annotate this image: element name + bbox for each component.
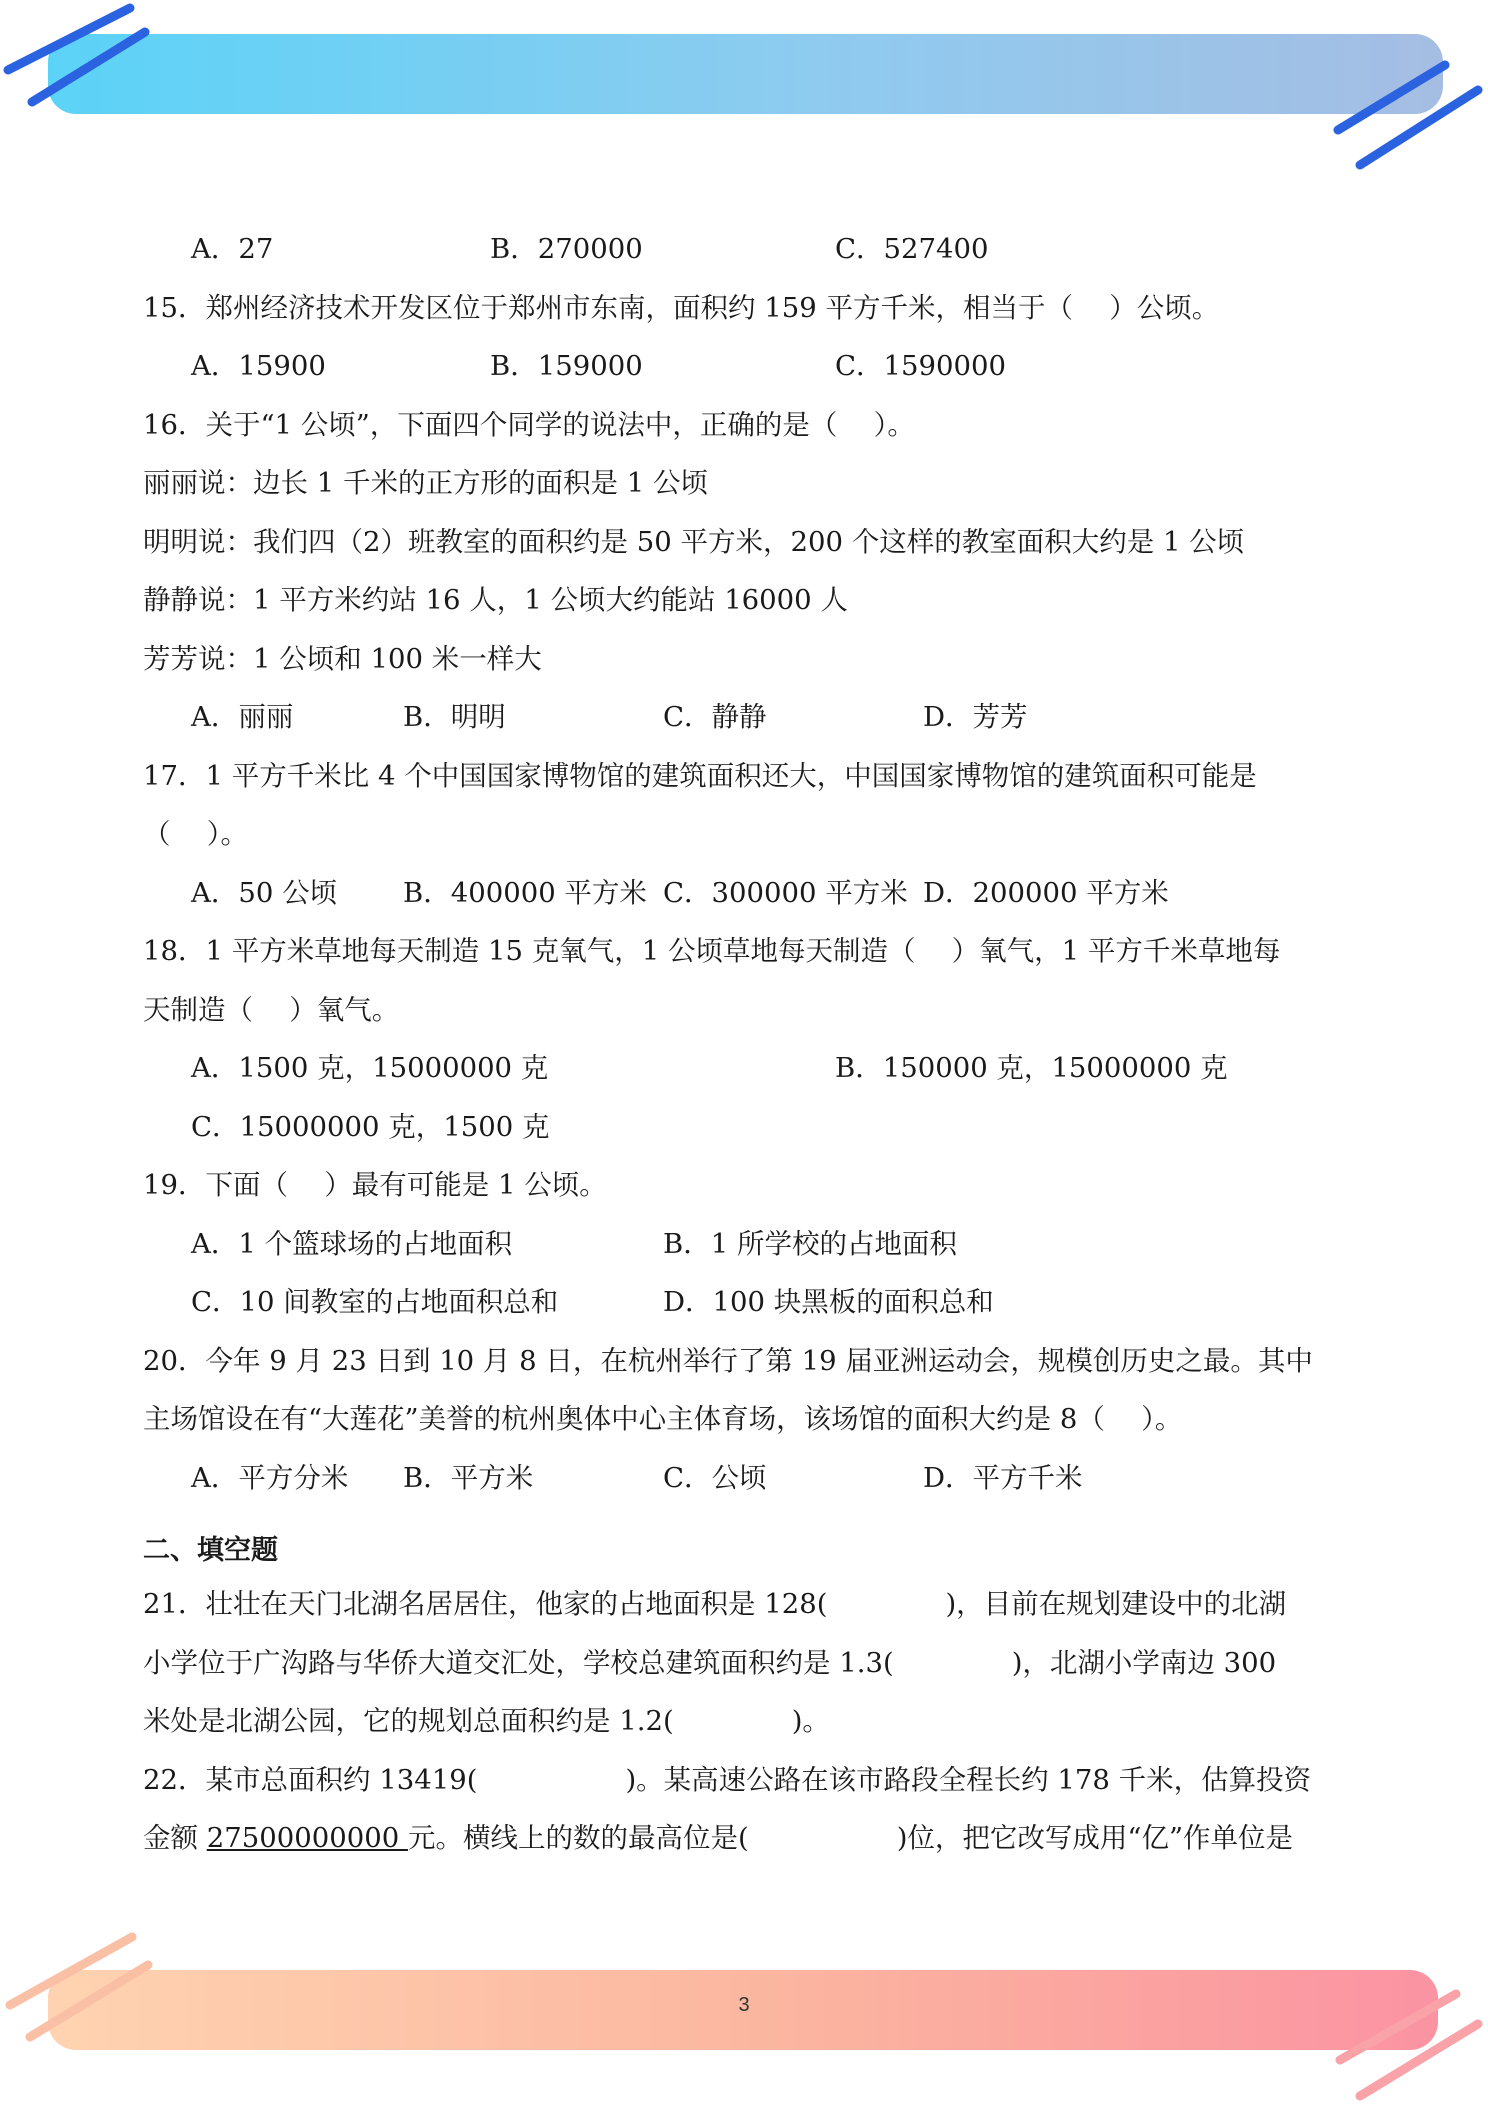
q21-text: 21．壮壮在天门北湖名居居住，他家的占地面积是 128(	[143, 1588, 828, 1620]
q21-text: )。	[791, 1705, 830, 1737]
q22-text: )位，把它改写成用“亿”作单位是	[896, 1822, 1294, 1854]
q21-text: 小学位于广沟路与华侨大道交汇处，学校总建筑面积约是 1.3(	[143, 1646, 894, 1679]
q18-options-row2	[143, 1098, 1353, 1157]
q21-line	[143, 1575, 1353, 1634]
q18-stem: 18．1 平方米草地每天制造 15 克氧气，1 公顷草地每天制造（ ）氧气，1 平方千米草地每	[143, 935, 1281, 967]
q18-option-a: A．1500 克，15000000 克	[191, 1052, 549, 1084]
q20-stem: 20．今年 9 月 23 日到 10 月 8 日，在杭州举行了第 19 届亚洲运动会，规模创历史之最。其中	[143, 1344, 1313, 1377]
q17-option-c: C．300000 平方米	[663, 876, 908, 909]
q18-option-c: C．15000000 克，1500 克	[191, 1110, 550, 1143]
q21-text: )，目前在规划建设中的北湖	[945, 1588, 1287, 1620]
q17-stem: 17．1 平方千米比 4 个中国国家博物馆的建筑面积还大，中国国家博物馆的建筑面积可能是	[143, 759, 1257, 792]
header-band	[48, 34, 1443, 114]
q14-option-c: C．527400	[835, 233, 989, 265]
q17-options	[143, 864, 1353, 923]
q14-option-b: B．270000	[490, 233, 643, 265]
q19-options-row2	[143, 1273, 1353, 1332]
q15-options	[143, 337, 1353, 396]
q22-text: 金额	[143, 1822, 207, 1854]
q16-stem: 16．关于“1 公顷”，下面四个同学的说法中，正确的是（ ）。	[143, 408, 915, 441]
q19-option-a: A．1 个篮球场的占地面积	[191, 1227, 513, 1260]
q16-statement: 丽丽说：边长 1 千米的正方形的面积是 1 公顷	[143, 467, 708, 499]
q16-statement: 静静说：1 平方米约站 16 人，1 公顷大约能站 16000 人	[143, 584, 848, 616]
q20-option-c: C．公顷	[663, 1461, 767, 1494]
q20-options	[143, 1449, 1353, 1508]
header-stripes-left	[0, 0, 160, 120]
q22-underlined-number: 27500000000	[206, 1822, 408, 1854]
q22-line	[143, 1751, 1353, 1810]
q21-line	[143, 1634, 1353, 1693]
q21-text: )，北湖小学南边 300	[1011, 1646, 1277, 1679]
q20-stem-cont: 主场馆设在有“大莲花”美誉的杭州奥体中心主体育场，该场馆的面积大约是 8（ ）。	[143, 1403, 1183, 1435]
q22-text: 22．某市总面积约 13419(	[143, 1763, 478, 1796]
header-stripes-right	[1320, 50, 1488, 180]
q21-text: 米处是北湖公园，它的规划总面积约是 1.2(	[143, 1705, 674, 1737]
q22-text: 元。横线上的数的最高位是(	[407, 1822, 749, 1854]
q16-option-c: C．静静	[663, 701, 767, 733]
q19-options-row1	[143, 1215, 1353, 1274]
q18-option-b: B．150000 克，15000000 克	[835, 1052, 1228, 1084]
q17-option-d: D．200000 平方米	[923, 876, 1169, 909]
q18-stem-cont: 天制造（ ）氧气。	[143, 993, 400, 1026]
section-title-fill-in: 二、填空题	[143, 1535, 278, 1566]
q17-stem-cont: （ ）。	[143, 818, 248, 850]
q19-stem: 19．下面（ ）最有可能是 1 公顷。	[143, 1169, 607, 1201]
q22-line	[143, 1809, 1353, 1868]
q15-option-b: B．159000	[490, 350, 643, 382]
q17-option-b: B．400000 平方米	[403, 876, 647, 909]
footer-stripes-left	[0, 1925, 160, 2055]
q15-stem: 15．郑州经济技术开发区位于郑州市东南，面积约 159 平方千米，相当于（ ）公顷。	[143, 291, 1220, 324]
q16-statement: 芳芳说：1 公顷和 100 米一样大	[143, 642, 542, 675]
q19-option-c: C．10 间教室的占地面积总和	[191, 1286, 559, 1318]
q15-option-c: C．1590000	[835, 350, 1007, 382]
q14-option-a: A．27	[191, 233, 274, 265]
q16-option-d: D．芳芳	[923, 701, 1028, 733]
q17-option-a: A．50 公顷	[191, 876, 338, 909]
q19-option-b: B．1 所学校的占地面积	[663, 1227, 957, 1260]
page-number: 3	[738, 1994, 750, 2016]
q19-option-d: D．100 块黑板的面积总和	[663, 1286, 994, 1318]
q20-option-d: D．平方千米	[923, 1461, 1083, 1494]
q22-text: )。某高速公路在该市路段全程长约 178 千米，估算投资	[625, 1763, 1312, 1796]
q15-option-a: A．15900	[191, 350, 326, 382]
q20-option-b: B．平方米	[403, 1461, 534, 1494]
q20-option-a: A．平方分米	[191, 1461, 349, 1494]
worksheet-content	[143, 220, 1353, 1868]
q14-options	[143, 220, 1353, 279]
q16-statement: 明明说：我们四（2）班教室的面积约是 50 平方米，200 个这样的教室面积大约是 1 公顷	[143, 525, 1245, 558]
q16-options	[143, 688, 1353, 747]
q16-option-a: A．丽丽	[191, 701, 294, 733]
q16-option-b: B．明明	[403, 701, 506, 733]
q21-line	[143, 1692, 1353, 1751]
q18-options-row1	[143, 1039, 1353, 1098]
